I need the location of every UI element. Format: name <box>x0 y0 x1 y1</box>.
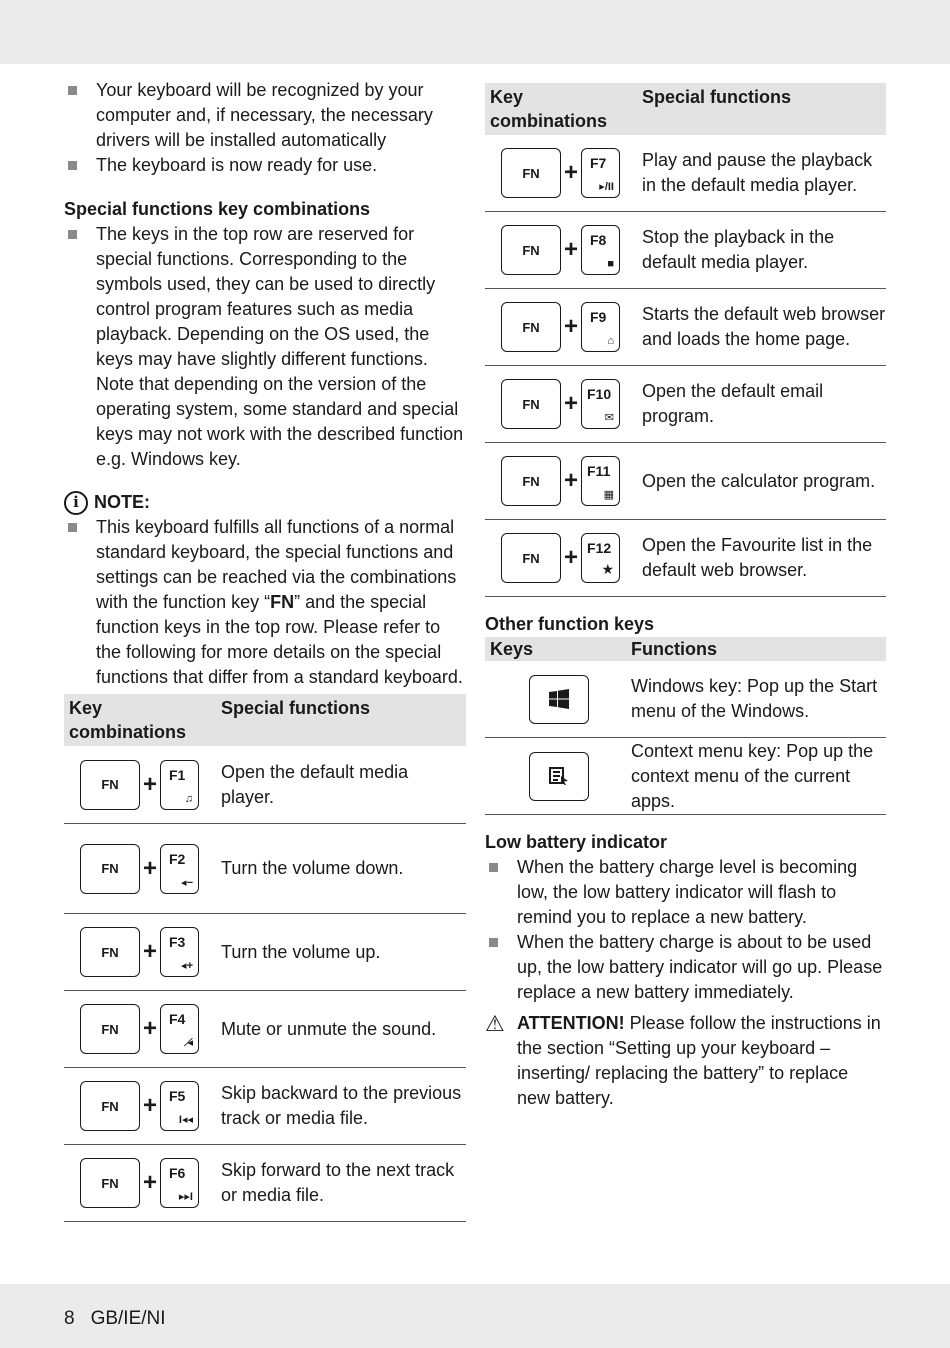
key-combination <box>64 927 221 977</box>
function-description: Play and pause the playback in the default media player. <box>642 150 873 195</box>
fn-key-icon: FN <box>80 1158 140 1208</box>
plus-icon: + <box>142 1092 157 1119</box>
fn-key-icon: FN <box>501 456 561 506</box>
table-header <box>64 694 466 746</box>
battery-bullet: When the battery charge level is becoming low, the low battery indicator will flash to remind you to replace a new battery. <box>485 855 886 930</box>
skip-back-icon: I◂◂ <box>178 1114 193 1126</box>
key-combination <box>64 844 221 894</box>
function-description: Skip forward to the next track or media file. <box>221 1160 455 1205</box>
table-row <box>485 443 886 520</box>
warning-triangle-icon: ⚠ <box>485 1011 505 1036</box>
table-row <box>485 289 886 366</box>
context-menu-icon <box>549 767 569 785</box>
key-combination <box>64 760 221 810</box>
play-pause-icon: ▸/II <box>599 181 614 193</box>
fn-key-icon: FN <box>501 148 561 198</box>
note-text-after: ” and the special function keys in the top row. Please refer to the following for more details on the special functions that differ from a standard keyboard. <box>96 592 463 687</box>
header-special-functions: Special functions <box>642 87 792 107</box>
f11-key-icon: F11 ▦ <box>581 456 620 506</box>
region-code: GB/IE/NI <box>90 1308 166 1329</box>
windows-logo-icon <box>549 689 569 709</box>
f8-key-icon: F8 ■ <box>581 225 620 275</box>
header-special-functions: Special functions <box>221 698 371 718</box>
right-column <box>485 83 886 1111</box>
windows-key-icon <box>529 675 589 724</box>
note-text-before: This keyboard fulfills all functions of a normal standard keyboard, the special functions and settings can be reached via the combinations with the function key “ <box>96 517 457 612</box>
function-description: Context menu key: Pop up the context menu of the current apps. <box>631 740 874 811</box>
intro-bullet: Your keyboard will be recognized by your computer and, if necessary, the necessary drivers will be installed automatically <box>64 78 466 153</box>
f2-key-icon: F2 ◂− <box>160 844 199 894</box>
star-icon: ★ <box>601 561 614 577</box>
plus-icon: + <box>142 1015 157 1042</box>
other-keys-table <box>485 637 886 815</box>
left-column <box>64 78 466 1222</box>
fn-key-icon: FN <box>501 225 561 275</box>
key-combination <box>485 225 642 275</box>
function-description: Turn the volume up. <box>221 941 381 962</box>
note-bullet <box>64 515 466 690</box>
plus-icon: + <box>142 938 157 965</box>
plus-icon: + <box>142 1169 157 1196</box>
key-combination <box>485 148 642 198</box>
skip-forward-icon: ▸▸I <box>178 1191 193 1203</box>
fn-key-icon: FN <box>80 1004 140 1054</box>
plus-icon: + <box>563 236 578 263</box>
header-functions: Functions <box>631 639 717 659</box>
table-header <box>485 637 886 661</box>
table-row <box>64 1068 466 1145</box>
key-combination <box>64 1081 221 1131</box>
stop-icon: ■ <box>607 258 614 270</box>
f10-key-icon: F10 ✉ <box>581 379 620 429</box>
context-menu-key-icon <box>529 752 589 801</box>
volume-down-icon: ◂− <box>181 876 193 889</box>
fn-key-icon: FN <box>501 533 561 583</box>
key-combination <box>485 456 642 506</box>
plus-icon: + <box>563 313 578 340</box>
table-row <box>485 738 886 815</box>
function-description: Windows key: Pop up the Start menu of the Windows. <box>631 676 878 721</box>
table-row <box>64 1145 466 1222</box>
f9-key-icon: F9 ⌂ <box>581 302 620 352</box>
page-footer <box>64 1308 166 1330</box>
function-description: Open the default email program. <box>642 381 824 426</box>
fn-key-icon: FN <box>80 927 140 977</box>
email-icon: ✉ <box>604 412 614 424</box>
function-description: Starts the default web browser and loads the home page. <box>642 304 886 349</box>
page-number: 8 <box>64 1308 75 1329</box>
attention-text: Please follow the instructions in the section “Setting up your keyboard – inserting/ replacing the battery” to replace new battery. <box>517 1013 881 1108</box>
table-row <box>64 914 466 991</box>
note-heading <box>64 490 466 515</box>
f1-key-icon: F1 ♫ <box>160 760 199 810</box>
fn-key-icon: FN <box>501 302 561 352</box>
key-combination <box>485 533 642 583</box>
key-cell <box>485 752 631 801</box>
table-row <box>64 824 466 914</box>
intro-bullet: The keyboard is now ready for use. <box>64 153 466 178</box>
function-description: Open the default media player. <box>221 761 409 807</box>
attention-note <box>485 1011 886 1111</box>
key-combination <box>485 302 642 352</box>
plus-icon: + <box>142 770 157 798</box>
table-row <box>485 135 886 212</box>
f7-key-icon: F7 ▸/II <box>581 148 620 198</box>
key-combination <box>64 1004 221 1054</box>
header-band <box>0 0 950 64</box>
table-row <box>485 661 886 738</box>
home-icon: ⌂ <box>607 335 614 347</box>
plus-icon: + <box>142 854 157 882</box>
function-description: Stop the playback in the default media player. <box>642 227 835 272</box>
note-fn-key: FN <box>270 592 295 612</box>
low-battery-heading: Low battery indicator <box>485 832 668 852</box>
key-cell <box>485 675 631 724</box>
table-row <box>64 991 466 1068</box>
info-icon: i <box>64 491 88 515</box>
other-function-keys-heading: Other function keys <box>485 614 655 634</box>
table-row <box>485 212 886 289</box>
volume-up-icon: ◂+ <box>181 960 193 972</box>
header-key-combinations: Key combinations <box>490 87 608 131</box>
plus-icon: + <box>563 159 578 186</box>
key-combination <box>64 1158 221 1208</box>
function-description: Skip backward to the previous track or media file. <box>221 1083 462 1128</box>
f3-key-icon: F3 ◂+ <box>160 927 199 977</box>
fn-key-icon: FN <box>80 1081 140 1131</box>
f12-key-icon: F12 ★ <box>581 533 620 583</box>
header-keys: Keys <box>490 639 534 659</box>
plus-icon: + <box>563 467 578 494</box>
table-row <box>485 520 886 597</box>
table-row <box>485 366 886 443</box>
key-table-left <box>64 694 466 1222</box>
key-table-right <box>485 83 886 597</box>
special-functions-bullet: The keys in the top row are reserved for special functions. Corresponding to the symbols used, they can be used to directly control program features such as media playback. Depending on the OS used, the keys may have slightly different functions. Note that depending on the version of the operating system, some standard and special keys may not work with the described function e.g. Windows key. <box>64 222 466 472</box>
plus-icon: + <box>563 390 578 417</box>
f5-key-icon: F5 I◂◂ <box>160 1081 199 1131</box>
mute-icon: ◂̸ <box>187 1037 193 1049</box>
battery-bullet: When the battery charge is about to be used up, the low battery indicator will go up. Please replace a new battery immediately. <box>485 930 886 1005</box>
table-header <box>485 83 886 135</box>
function-description: Open the Favourite list in the default web browser. <box>642 535 873 580</box>
function-description: Open the calculator program. <box>642 470 876 491</box>
fn-key-icon: FN <box>80 760 140 810</box>
function-description: Mute or unmute the sound. <box>221 1018 437 1039</box>
music-note-icon: ♫ <box>184 792 193 805</box>
f4-key-icon: F4 ◂̸ <box>160 1004 199 1054</box>
function-description: Turn the volume down. <box>221 858 404 878</box>
calculator-icon: ▦ <box>603 489 614 501</box>
attention-label: ATTENTION! <box>517 1013 625 1033</box>
fn-key-icon: FN <box>80 844 140 894</box>
header-key-combinations: Key combinations <box>69 698 187 742</box>
key-combination <box>485 379 642 429</box>
note-label: NOTE: <box>94 492 150 512</box>
plus-icon: + <box>563 544 578 571</box>
fn-key-icon: FN <box>501 379 561 429</box>
special-functions-heading: Special functions key combinations <box>64 199 371 219</box>
f6-key-icon: F6 ▸▸I <box>160 1158 199 1208</box>
table-row <box>64 746 466 824</box>
